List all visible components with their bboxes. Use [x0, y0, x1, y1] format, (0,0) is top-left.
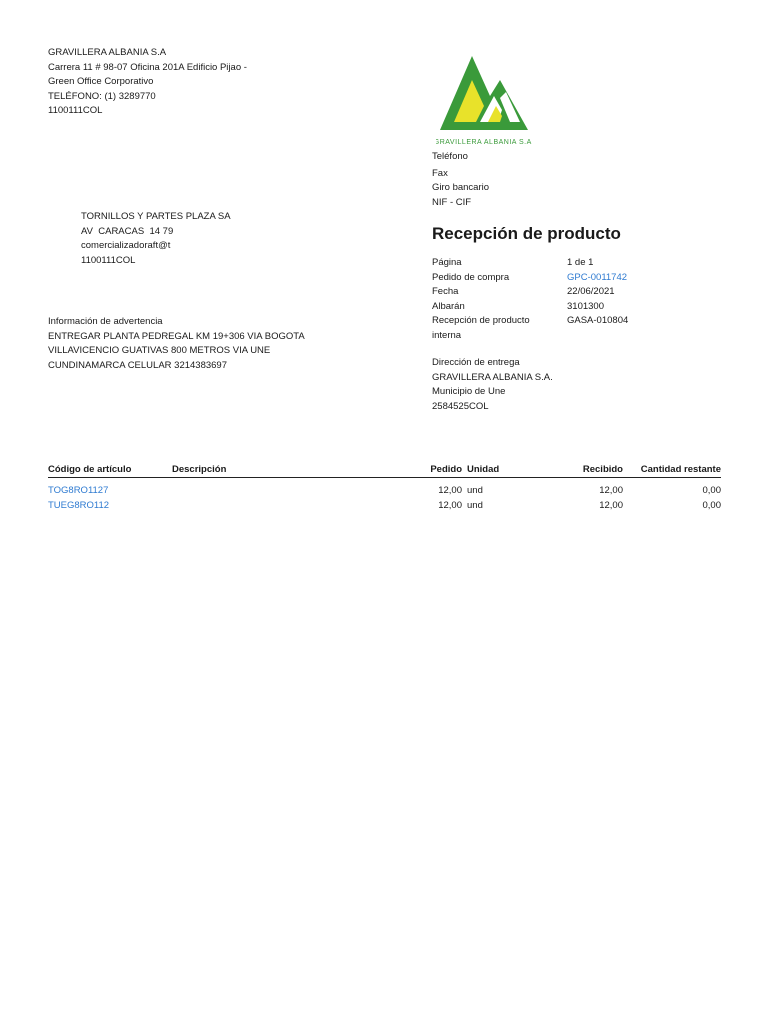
bank-label: Giro bancario — [432, 182, 490, 193]
warning-label: Información de advertencia — [48, 316, 163, 327]
info-row — [432, 256, 722, 271]
mountain-logo-icon — [436, 52, 532, 148]
items-table — [48, 463, 721, 513]
vendor-address: AV CARACAS 14 79 — [81, 225, 174, 237]
info-row — [432, 271, 722, 286]
contact-labels — [432, 150, 489, 210]
info-value — [567, 329, 722, 344]
info-label: Fecha — [432, 286, 459, 297]
header-code: Código de artículo — [48, 464, 132, 475]
delivery-postal: 2584525COL — [432, 400, 489, 412]
delivery-block — [432, 356, 553, 414]
delivery-name: GRAVILLERA ALBANIA S.A. — [432, 371, 553, 383]
vendor-block — [81, 210, 231, 268]
item-received: 12,00 — [599, 485, 623, 496]
company-postal: 1100111COL — [48, 105, 103, 116]
company-block — [48, 46, 247, 119]
table-row — [48, 499, 721, 514]
purchase-order-link[interactable]: GPC-0011742 — [567, 271, 628, 283]
delivery-municipality: Municipio de Une — [432, 386, 506, 397]
company-address-line2: Green Office Corporativo — [48, 76, 154, 87]
delivery-label: Dirección de entrega — [432, 357, 520, 368]
info-value: 22/06/2021 — [567, 286, 615, 297]
item-ordered: 12,00 — [438, 485, 462, 496]
svg-text:GRAVILLERA ALBANIA S.A.: GRAVILLERA ALBANIA S.A. — [436, 139, 532, 146]
item-unit: und — [467, 485, 483, 496]
info-label: interna — [432, 329, 462, 341]
table-header — [48, 463, 721, 478]
info-row — [432, 314, 722, 329]
item-remaining: 0,00 — [702, 485, 721, 496]
item-code-link[interactable]: TUEG8RO112 — [48, 499, 110, 511]
vendor-name: TORNILLOS Y PARTES PLAZA SA — [81, 211, 231, 222]
item-unit: und — [467, 499, 483, 511]
fax-label: Fax — [432, 167, 448, 179]
company-logo — [436, 52, 532, 148]
item-remaining: 0,00 — [702, 499, 721, 511]
item-code-link[interactable]: TOG8RO1127 — [48, 485, 109, 496]
warning-line: CUNDINAMARCA CELULAR 3214383697 — [48, 359, 227, 371]
info-value: GASA-010804 — [567, 315, 629, 326]
info-row — [432, 329, 722, 344]
info-value: 1 de 1 — [567, 257, 594, 268]
vendor-email: comercializadoraft@t — [81, 240, 171, 251]
header-remaining: Cantidad restante — [640, 464, 721, 475]
header-received: Recibido — [582, 464, 623, 475]
warning-line: ENTREGAR PLANTA PEDREGAL KM 19+306 VIA BOGOTA — [48, 330, 305, 342]
info-label: Página — [432, 257, 462, 268]
phone-label: Teléfono — [432, 151, 468, 162]
item-ordered: 12,00 — [438, 499, 462, 511]
info-label: Pedido de compra — [432, 271, 510, 283]
info-row — [432, 285, 722, 300]
header-ordered: Pedido — [430, 464, 462, 475]
info-row — [432, 300, 722, 315]
company-address-line1: Carrera 11 # 98-07 Oficina 201A Edificio Pijao - — [48, 61, 247, 73]
company-phone: TELÉFONO: (1) 3289770 — [48, 90, 156, 102]
tax-id-label: NIF - CIF — [432, 196, 472, 208]
company-name: GRAVILLERA ALBANIA S.A — [48, 47, 167, 58]
item-description — [172, 499, 404, 514]
warning-line: VILLAVICENCIO GUATIVAS 800 METROS VIA UNE — [48, 345, 271, 356]
info-label: Recepción de producto — [432, 315, 530, 326]
document-info — [432, 256, 722, 343]
header-description: Descripción — [172, 464, 227, 475]
item-description — [172, 484, 404, 499]
document-title: Recepción de producto — [432, 224, 621, 243]
table-row — [48, 484, 721, 499]
header-unit: Unidad — [467, 464, 500, 475]
info-label: Albarán — [432, 300, 465, 312]
item-received: 12,00 — [599, 499, 623, 511]
warning-block — [48, 315, 305, 373]
vendor-postal: 1100111COL — [81, 254, 136, 266]
info-value: 3101300 — [567, 300, 604, 312]
